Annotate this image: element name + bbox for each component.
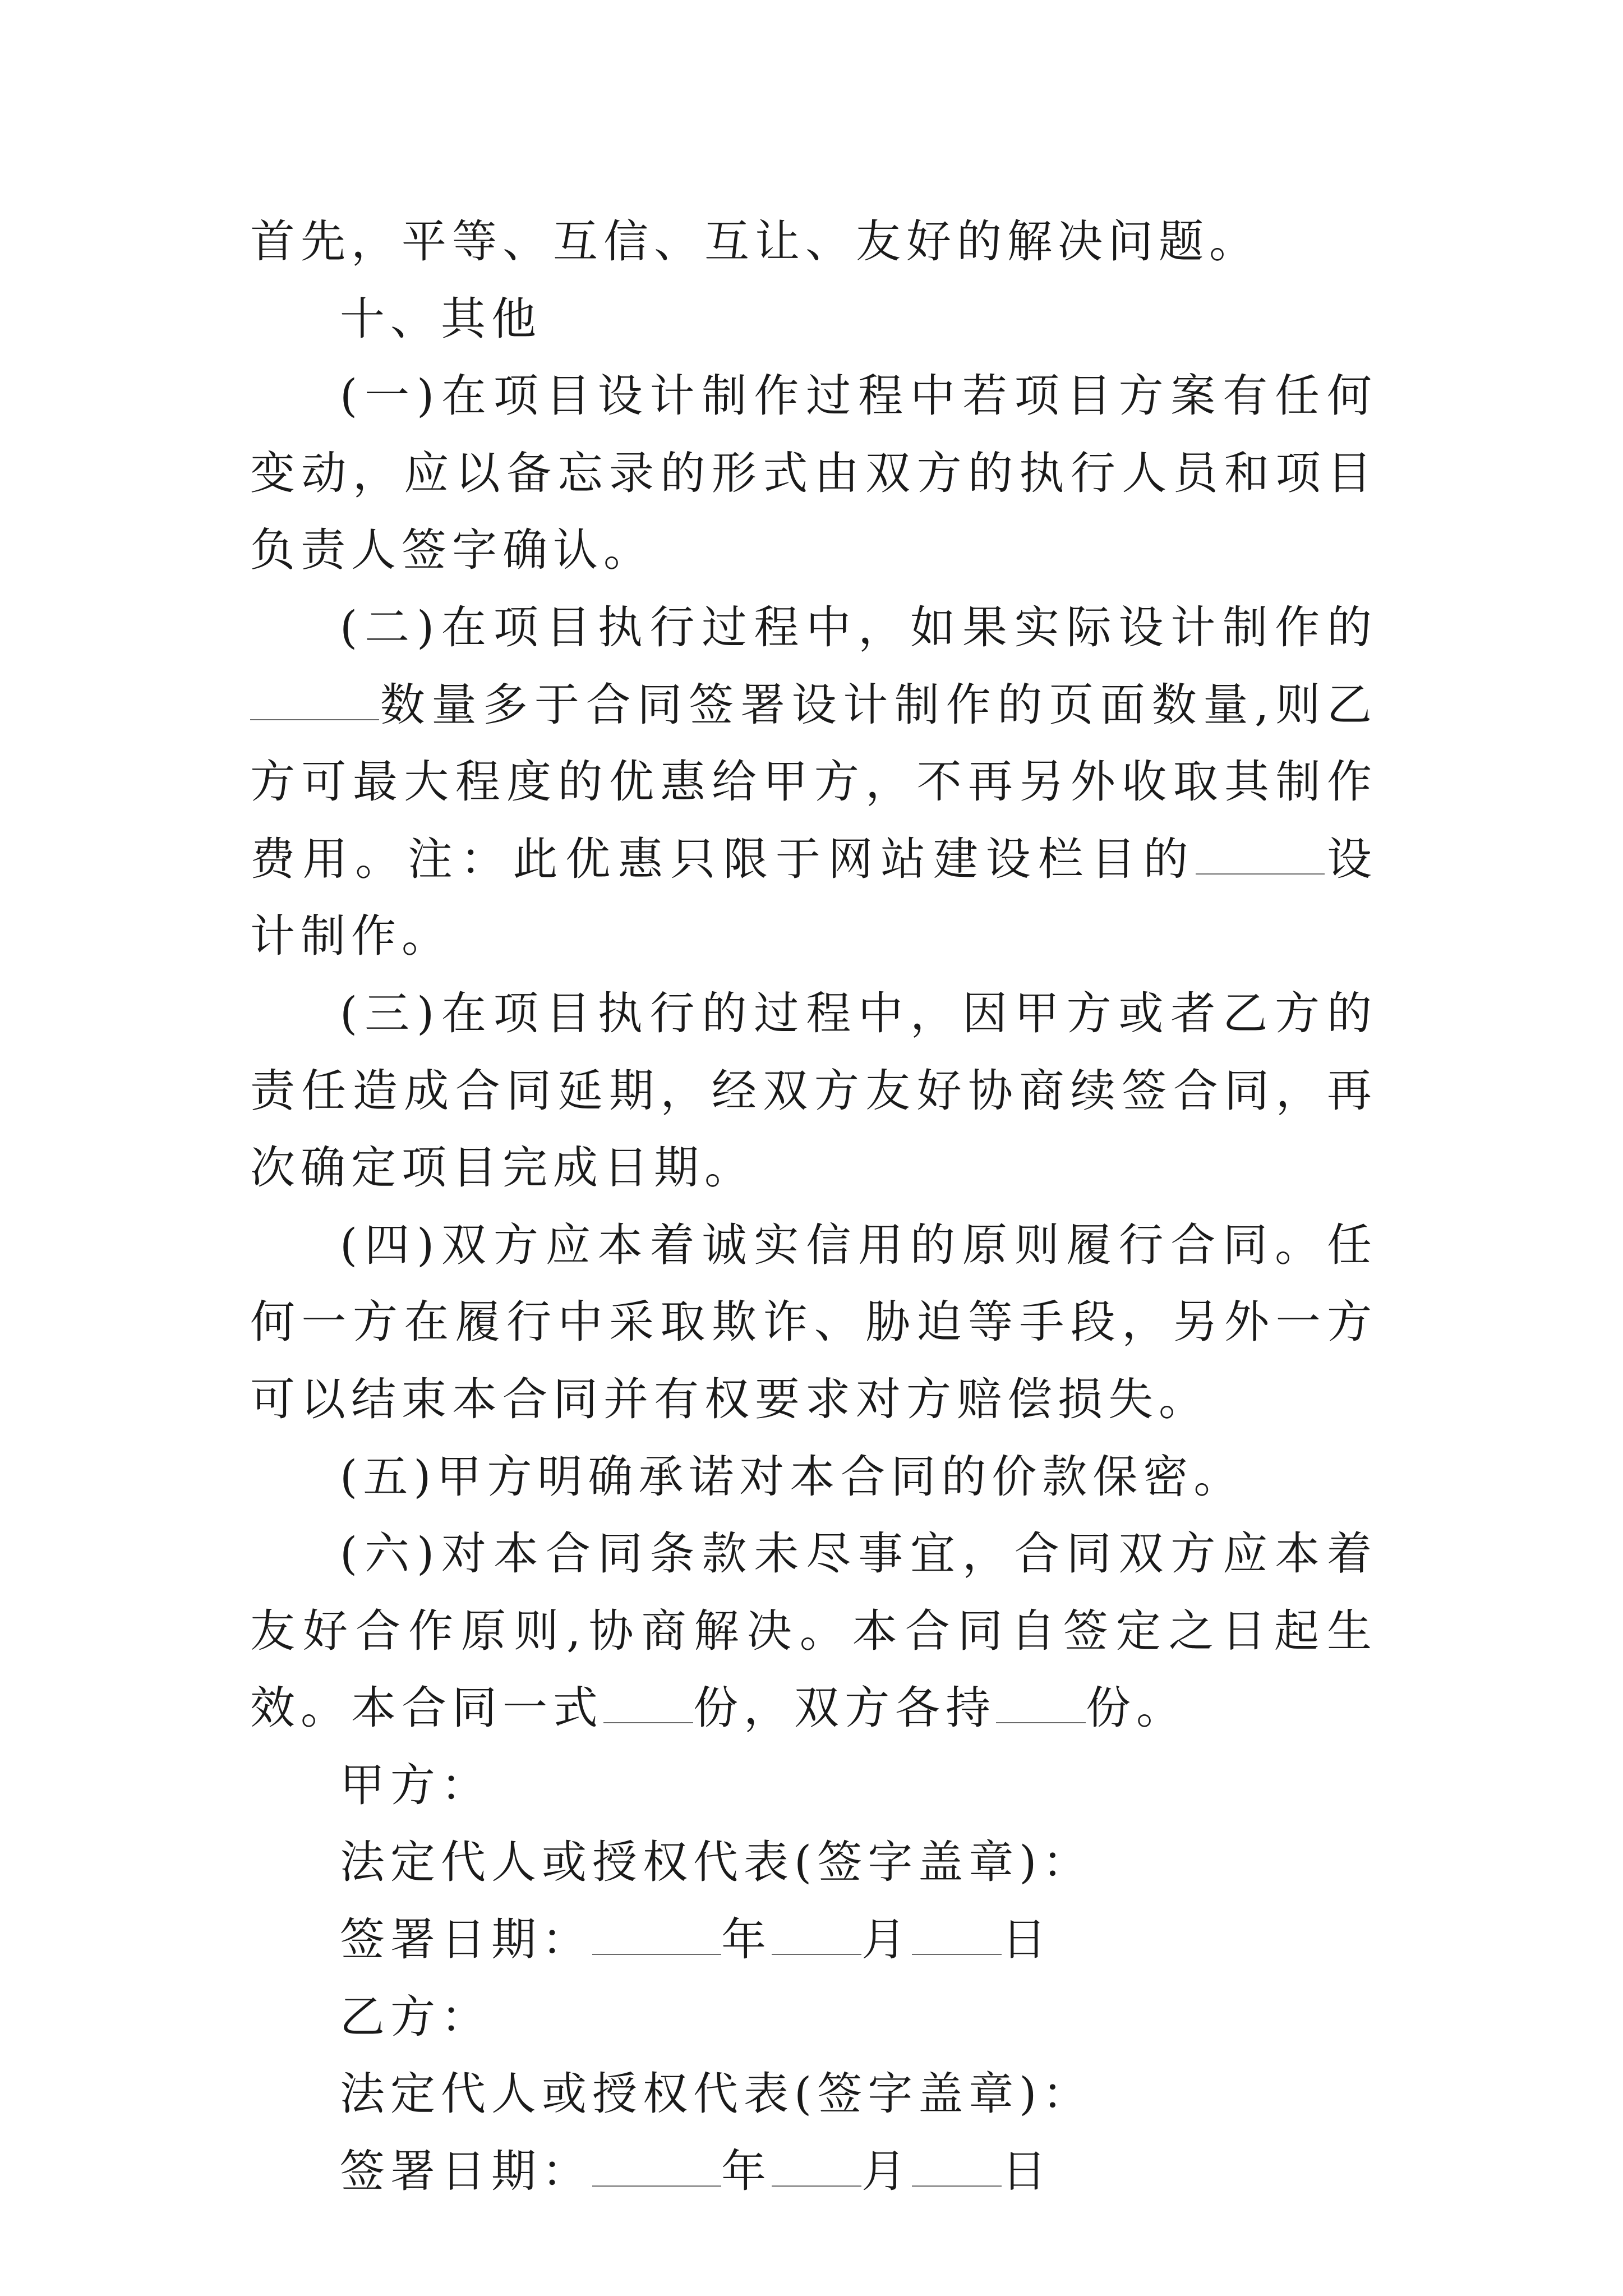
section-heading-other [250, 280, 1377, 358]
clause-text: 数量多于合同签署设计制作的页面数量,则乙方可最大程度的优惠给甲方，不再另外收取其制作费用。注：此优惠只限于网站建设栏目的 [250, 678, 1377, 885]
paragraph-text: 首先，平等、互信、互让、友好的解决问题。 [250, 215, 1260, 268]
year-label: 年 [721, 2145, 772, 2197]
fill-in-blank[interactable] [1196, 834, 1325, 875]
clause-3 [250, 975, 1377, 1207]
clause-2 [250, 589, 1377, 975]
party-a-sign-date [250, 1901, 1377, 1978]
month-label: 月 [861, 2145, 912, 2197]
clause-text: (五)甲方明确承诺对本合同的价款保密。 [340, 1450, 1244, 1503]
section-heading-text: 十、其他 [340, 292, 542, 345]
clause-4 [250, 1207, 1377, 1438]
party-label-text: 甲方： [340, 1759, 491, 1811]
clause-text: 份。 [1086, 1682, 1187, 1734]
representative-text: 法定代人或授权代表(签字盖章)： [340, 2068, 1093, 2120]
party-b-representative [250, 2055, 1377, 2133]
party-b-sign-date [250, 2133, 1377, 2210]
clause-1 [250, 357, 1377, 589]
clause-text: 份，双方各持 [693, 1682, 996, 1734]
clause-text: (三)在项目执行的过程中，因甲方或者乙方的责任造成合同延期，经双方友好协商续签合同，再次确定项目完成日期。 [250, 987, 1377, 1194]
party-label-text: 乙方： [340, 1990, 491, 2043]
year-label: 年 [721, 1913, 772, 1966]
clause-6 [250, 1515, 1377, 1747]
day-label: 日 [1002, 1913, 1052, 1966]
date-label: 签署日期： [340, 1913, 592, 1966]
clause-5 [250, 1438, 1377, 1516]
day-blank[interactable] [912, 1915, 1002, 1955]
day-label: 日 [1002, 2145, 1052, 2197]
clause-text: (四)双方应本着诚实信用的原则履行合同。任何一方在履行中采取欺诈、胁迫等手段，另外一方可以结束本合同并有权要求对方赔偿损失。 [250, 1218, 1377, 1425]
month-label: 月 [861, 1913, 912, 1966]
party-a-label [250, 1747, 1377, 1824]
clause-text: 设计制作。 [250, 832, 1378, 963]
fill-in-blank[interactable] [996, 1683, 1086, 1723]
month-blank[interactable] [772, 1915, 861, 1955]
year-blank[interactable] [592, 1915, 721, 1955]
document-body [250, 203, 1377, 2210]
month-blank[interactable] [772, 2146, 861, 2187]
day-blank[interactable] [912, 2146, 1002, 2187]
clause-text: (二)在项目执行过程中，如果实际设计制作的 [340, 601, 1377, 654]
clause-text: (六)对本合同条款未尽事宜，合同双方应本着友好合作原则,协商解决。本合同自签定之日起生效。本合同一式 [250, 1527, 1377, 1734]
fill-in-blank[interactable] [603, 1683, 693, 1723]
paragraph-continuation [250, 203, 1377, 280]
fill-in-blank[interactable] [250, 680, 379, 720]
date-label: 签署日期： [340, 2145, 592, 2197]
party-a-representative [250, 1824, 1377, 1901]
clause-text: (一)在项目设计制作过程中若项目方案有任何变动，应以备忘录的形式由双方的执行人员和项目负责人签字确认。 [250, 370, 1377, 577]
representative-text: 法定代人或授权代表(签字盖章)： [340, 1836, 1093, 1889]
party-b-label [250, 1978, 1377, 2056]
year-blank[interactable] [592, 2146, 721, 2187]
